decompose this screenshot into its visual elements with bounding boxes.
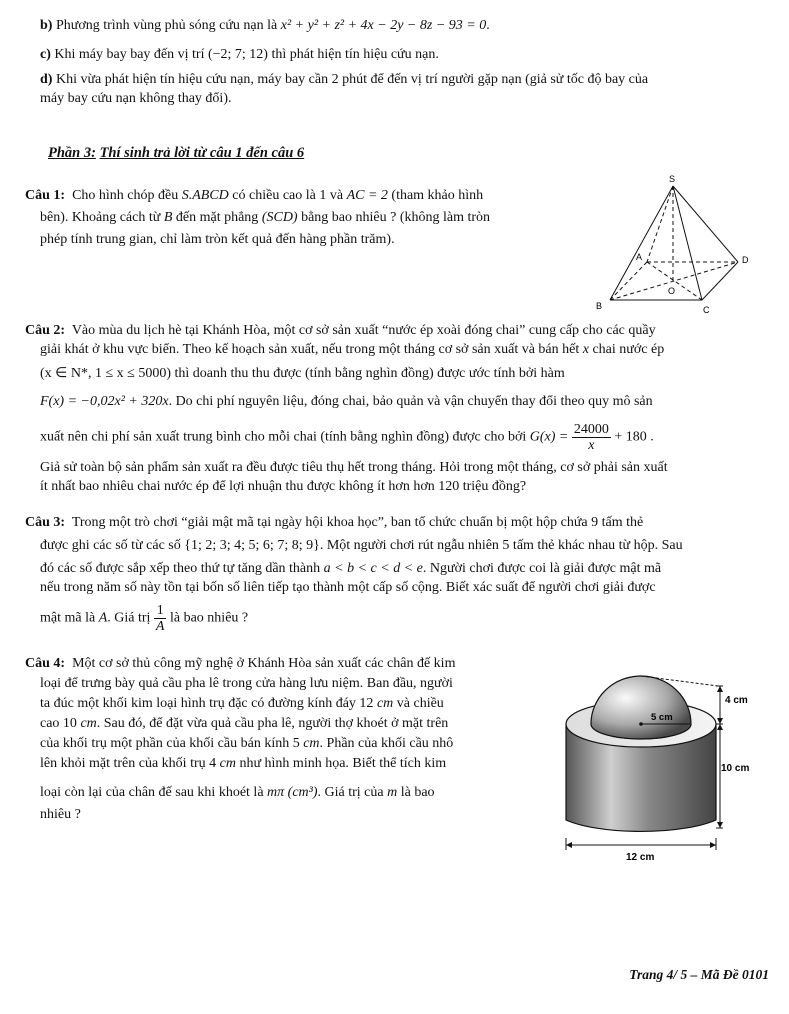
question-2-line5: xuất nên chi phí sản xuất trung bình cho mỗi chai (tính bằng nghìn đồng) được cho bởi G(x) = $\frac{24000}{x}$ + 180 . [40,422,654,453]
item-d: d) Khi vừa phát hiện tín hiệu cứu nạn, máy bay cần 2 phút để đến vị trí người gặp nạn (giả sử tốc độ bay của máy bay cứu nạn không thay đổi). [40,72,649,106]
edge-BA [610,262,647,300]
cylinder-stand-figure [540,660,765,865]
edge-SA [647,186,673,262]
label-O: O [668,286,676,296]
label-top-height: 4 cm [725,695,748,706]
question-2-line3: (x ∈ N*, 1 ≤ x ≤ 5000) thì doanh thu thu được (tính bằng nghìn đồng) được ước tính bởi hàm [40,366,565,381]
question-3-line2: được ghi các số từ các số {1; 2; 3; 4; 5; 6; 7; 8; 9}. Một người chơi rút ngẫu nhiên 5 tấm thẻ khác nhau từ hộp. Sau [40,538,683,553]
question-4-line7: loại còn lại của chân đế sau khi khoét là mπ (cm³). Giá trị của m là bao [40,785,435,800]
question-4: Câu 4: Một cơ sở thủ công mỹ nghệ ở Khánh Hòa sản xuất các chân đế kim loại để trưng bày quả cầu pha lê trong cửa hàng lưu niệm. Ban đầu, người ta đúc một khối kim loại hình trụ đặc có đường kính đáy 12 cm và chiều cao 10 cm. Sau đó, để đặt vừa quả cầu pha lê, người thợ khoét ở mặt trên của khối trụ một phần của khối cầu bán kính 5 cm. Phần của khối cầu nhô lên khỏi mặt trên của khối trụ 4 cm như hình minh họa. Biết thể tích kim [25,656,456,771]
question-1: Câu 1: Cho hình chóp đều S.ABCD có chiều cao là 1 và AC = 2 (tham khảo hình bên). Khoảng cách từ B đến mặt phẳng (SCD) bằng bao nhiêu ? (không làm tròn phép tính trung gian, chỉ làm tròn kết quả đến hàng phần trăm). [25,188,491,247]
pyramid-figure [590,170,765,318]
label-height: 10 cm [721,763,750,774]
fraction-1-over-A: $\frac{1}{A}$ [155,603,165,634]
question-2-end: Giả sử toàn bộ sản phẩm sản xuất ra đều được tiêu thụ hết trong tháng. Hỏi trong một tháng, cơ sở phải sản xuất ít nhất bao nhiêu chai nước ép để lợi nhuận thu được không ít hơn hơn 120 triệu đồng? [40,460,668,494]
item-c: c) Khi máy bay bay đến vị trí (−2; 7; 12) thì phát hiện tín hiệu cứu nạn. [40,47,439,62]
label-D: D [742,255,749,265]
label-A: A [636,252,643,262]
label-B: B [596,301,603,311]
center-dot [639,722,643,726]
label-S: S [669,174,676,184]
question-2-line4: F(x) = −0,02x² + 320x. Do chi phí nguyên liệu, đóng chai, bảo quản và vận chuyển thay đổi theo quy mô sản [40,394,653,409]
section-heading: Phần 3: Thí sinh trả lời từ câu 1 đến câu 6 [48,145,305,161]
edge-SB [610,186,676,300]
page-footer: Trang 4/ 5 – Mã Đề 0101 [629,967,769,982]
label-C: C [703,305,710,315]
question-3-line5: mật mã là A. Giá trị $\frac{1}{A}$ là bao nhiêu ? [40,603,249,634]
crystal-ball [591,676,691,739]
label-radius: 5 cm [651,712,673,723]
question-4-line8: nhiêu ? [40,807,81,822]
question-3-line3: đó các số được sắp xếp theo thứ tự tăng dần thành a < b < c < d < e. Người chơi được coi là giải được mật mã nếu trong năm số này tồn tại bốn số liên tiếp tạo thành một cấp số cộng. Biết xác suất để người chơi giải được [40,561,662,595]
item-b: b) Phương trình vùng phủ sóng cứu nạn là x² + y² + z² + 4x − 2y − 8z − 93 = 0. [40,18,490,33]
question-3: Câu 3: Trong một trò chơi “giải mật mã tại ngày hội khoa học”, ban tổ chức chuẩn bị một hộp chứa 9 tấm thẻ [25,515,644,530]
fraction-24000-over-x: $\frac{24000}{x}$ [573,422,609,453]
label-diameter: 12 cm [626,852,655,863]
question-2: Câu 2: Vào mùa du lịch hè tại Khánh Hòa, một cơ sở sản xuất “nước ép xoài đóng chai” cung cấp cho các quầy giải khát ở khu vực biển. Theo kế hoạch sản xuất, nếu trong một tháng cơ sở sản xuất và bán hết x chai nước ép [25,323,665,357]
